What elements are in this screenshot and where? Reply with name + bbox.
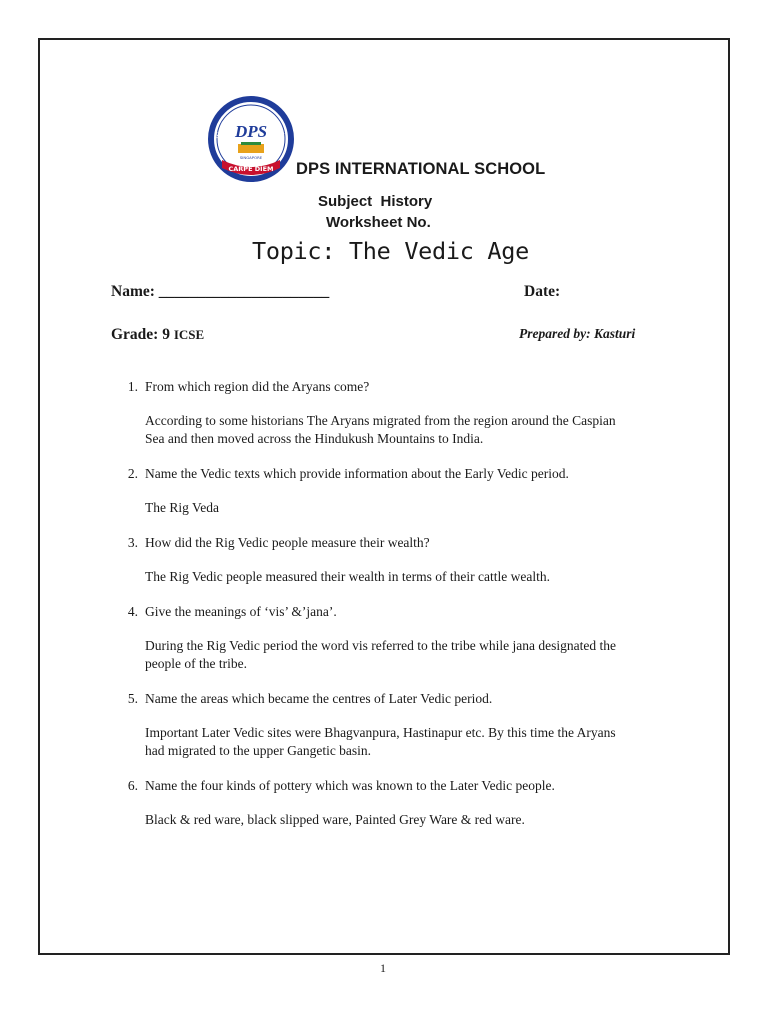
prepared-by: Prepared by: Kasturi	[519, 326, 636, 341]
question-list	[118, 378, 638, 846]
question-item	[118, 777, 638, 829]
date-field: Date:	[524, 283, 561, 300]
worksheet-number: Worksheet No.	[326, 214, 431, 231]
question-number: 6.	[127, 778, 138, 793]
question-text: Name the areas which became the centres of Later Vedic period.	[145, 691, 493, 706]
question-number: 3.	[127, 535, 138, 550]
question-item	[118, 378, 638, 448]
subject-line: Subject History	[318, 193, 433, 210]
grade-board: ICSE	[173, 327, 205, 342]
school-logo	[208, 96, 294, 182]
question-number: 4.	[127, 604, 138, 619]
name-field: Name: ______________________	[111, 283, 330, 300]
answer-text: The Rig Veda	[145, 500, 219, 515]
logo-monogram: DPS	[234, 122, 268, 141]
question-item	[118, 603, 638, 673]
logo-banner-text: CARPE DIEM	[228, 165, 274, 173]
question-item	[118, 690, 638, 760]
question-number: 5.	[127, 691, 138, 706]
page-number: 1	[380, 961, 386, 975]
answer-text: According to some historians The Aryans migrated from the region around the Caspian Sea and then moved across the Hindukush Mountains to India.	[145, 413, 616, 446]
question-text: Give the meanings of ‘vis’ &’jana’.	[145, 604, 337, 619]
school-name: DPS INTERNATIONAL SCHOOL	[296, 160, 546, 178]
question-text: From which region did the Aryans come?	[145, 379, 370, 394]
logo-arc-text: We do not teach, we educate	[215, 105, 286, 140]
question-text: Name the four kinds of pottery which was known to the Later Vedic people.	[145, 778, 555, 793]
question-text: How did the Rig Vedic people measure their wealth?	[145, 535, 430, 550]
answer-text: The Rig Vedic people measured their wealth in terms of their cattle wealth.	[145, 569, 550, 584]
logo-sub-text: SINGAPORE	[239, 155, 263, 160]
grade-field	[111, 326, 204, 344]
worksheet-topic: Topic: The Vedic Age	[252, 237, 529, 265]
question-text: Name the Vedic texts which provide information about the Early Vedic period.	[145, 466, 569, 481]
grade-label: Grade: 9	[111, 326, 170, 343]
answer-text: Important Later Vedic sites were Bhagvanpura, Hastinapur etc. By this time the Aryans had migrated to the upper Gangetic basin.	[145, 725, 616, 758]
question-number: 2.	[127, 466, 138, 481]
question-item	[118, 534, 638, 586]
answer-text: During the Rig Vedic period the word vis referred to the tribe while jana designated the people of the tribe.	[145, 638, 616, 671]
question-number: 1.	[127, 379, 138, 394]
answer-text: Black & red ware, black slipped ware, Painted Grey Ware & red ware.	[145, 812, 525, 827]
question-item	[118, 465, 638, 517]
